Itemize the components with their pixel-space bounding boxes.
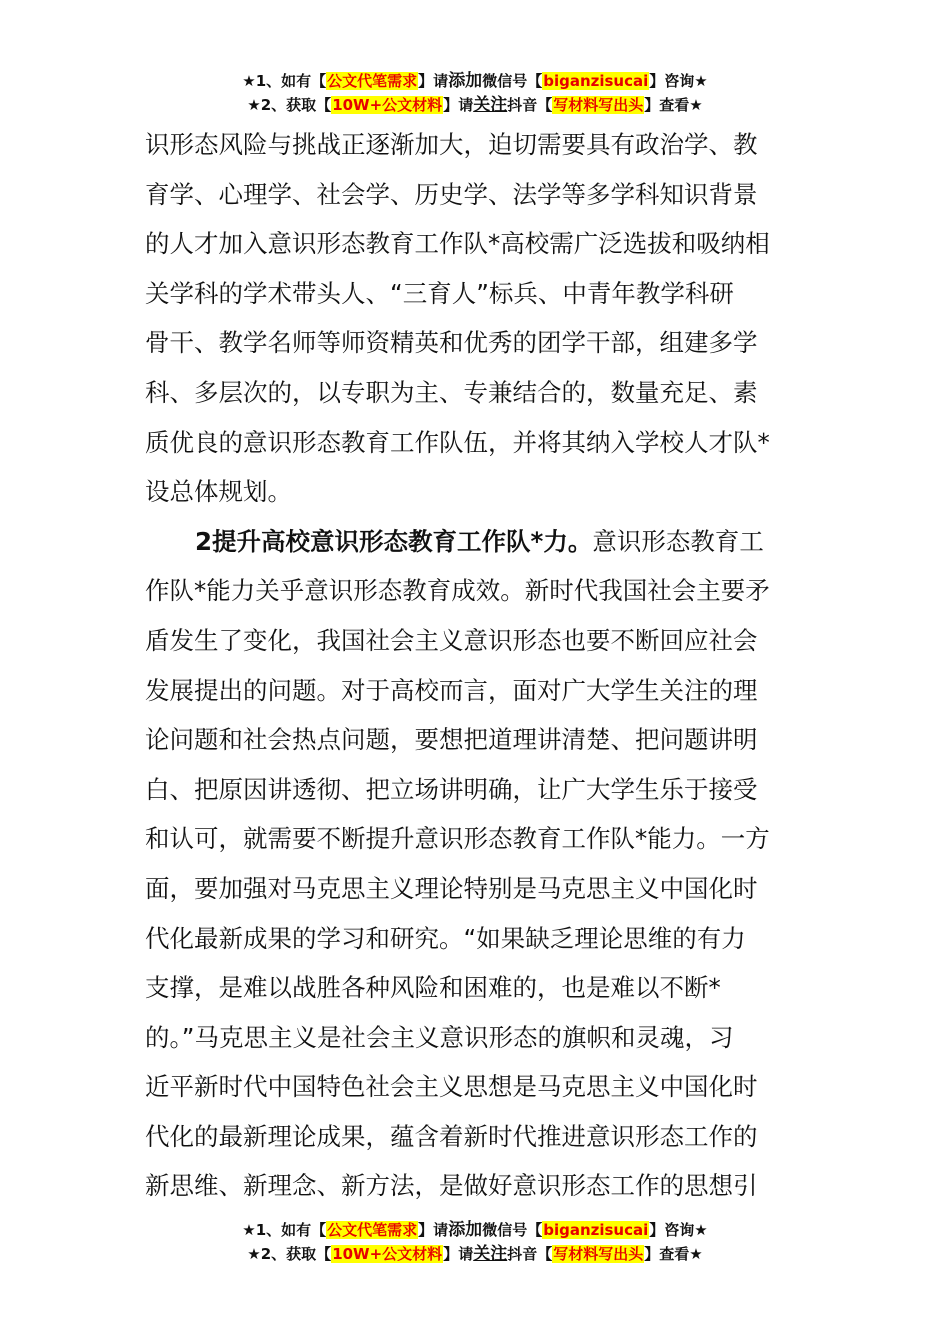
paragraph-line: 白、把原因讲透彻、把立场讲明确，让广大学生乐于接受 xyxy=(145,774,758,804)
paragraph-line: 设总体规划。 xyxy=(145,477,292,507)
footer-banner xyxy=(0,1218,950,1266)
banner-line-2 xyxy=(0,1242,950,1266)
banner-text: ★2、获取【 xyxy=(247,96,332,114)
document-body xyxy=(145,120,805,1211)
paragraph-line: 的。”马克思主义是社会主义意识形态的旗帜和灵魂，习 xyxy=(145,1022,734,1052)
banner-text: ★2、获取【 xyxy=(247,1245,332,1263)
section-heading: 2提升高校意识形态教育工作队*力。 xyxy=(195,526,593,556)
banner-emphasis: 关注 xyxy=(473,1244,508,1264)
banner-emphasis: 添加 xyxy=(448,71,483,91)
highlight-service: 公文代笔需求 xyxy=(327,72,418,90)
paragraph-line: 骨干、教学名师等师资精英和优秀的团学干部，组建多学 xyxy=(145,328,758,358)
paragraph-line: 育学、心理学、社会学、历史学、法学等多学科知识背景 xyxy=(145,179,758,209)
paragraph-line: 的人才加入意识形态教育工作队*高校需广泛选拔和吸纳相 xyxy=(145,229,770,259)
paragraph-line: 面，要加强对马克思主义理论特别是马克思主义中国化时 xyxy=(145,873,758,903)
highlight-service: 公文代笔需求 xyxy=(327,1221,418,1239)
banner-text: 】咨询★ xyxy=(649,72,708,90)
paragraph-line: 关学科的学术带头人、“三育人”标兵、中青年教学科研 xyxy=(145,278,734,308)
paragraph-line: 盾发生了变化，我国社会主义意识形态也要不断回应社会 xyxy=(145,625,758,655)
banner-text: 】请 xyxy=(443,1245,474,1263)
paragraph-line: 科、多层次的，以专职为主、专兼结合的，数量充足、素 xyxy=(145,377,758,407)
paragraph-line: 质优良的意识形态教育工作队伍，并将其纳入学校人才队* xyxy=(145,427,770,457)
paragraph-line: 支撑，是难以战胜各种风险和困难的，也是难以不断* xyxy=(145,973,721,1003)
banner-text: ★1、如有【 xyxy=(242,72,327,90)
banner-text: 抖音【 xyxy=(507,1245,553,1263)
highlight-wechat-id: biganzisucai xyxy=(543,1221,649,1239)
paragraph-line: 作队*能力关乎意识形态教育成效。新时代我国社会主要矛 xyxy=(145,576,770,606)
banner-text: ★1、如有【 xyxy=(242,1221,327,1239)
paragraph-line: 和认可，就需要不断提升意识形态教育工作队*能力。一方 xyxy=(145,824,770,854)
banner-text: 】查看★ xyxy=(644,1245,703,1263)
banner-text: 】查看★ xyxy=(644,96,703,114)
highlight-materials: 10W+公文材料 xyxy=(332,1245,443,1263)
highlight-douyin-id: 写材料写出头 xyxy=(553,96,644,114)
section-heading-line xyxy=(145,517,805,567)
paragraph-text: 意识形态教育工 xyxy=(592,526,764,556)
banner-emphasis: 关注 xyxy=(473,95,508,115)
banner-text: 】请 xyxy=(418,1221,449,1239)
paragraph-line: 代化最新成果的学习和研究。“如果缺乏理论思维的有力 xyxy=(145,923,746,953)
paragraph-line: 近平新时代中国特色社会主义思想是马克思主义中国化时 xyxy=(145,1072,758,1102)
banner-text: 】请 xyxy=(418,72,449,90)
banner-text: 】咨询★ xyxy=(649,1221,708,1239)
highlight-materials: 10W+公文材料 xyxy=(332,96,443,114)
banner-text: 微信号【 xyxy=(482,72,543,90)
header-banner xyxy=(0,69,950,117)
paragraph-line: 新思维、新理念、新方法，是做好意识形态工作的思想引 xyxy=(145,1171,758,1201)
banner-line-1 xyxy=(0,1218,950,1242)
paragraph-line: 论问题和社会热点问题，要想把道理讲清楚、把问题讲明 xyxy=(145,725,758,755)
paragraph-line: 识形态风险与挑战正逐渐加大，迫切需要具有政治学、教 xyxy=(145,130,758,159)
highlight-wechat-id: biganzisucai xyxy=(543,72,649,90)
banner-line-1 xyxy=(0,69,950,93)
banner-text: 】请 xyxy=(443,96,474,114)
highlight-douyin-id: 写材料写出头 xyxy=(553,1245,644,1263)
paragraph-line: 代化的最新理论成果，蕴含着新时代推进意识形态工作的 xyxy=(145,1121,758,1151)
banner-emphasis: 添加 xyxy=(448,1220,483,1240)
paragraph-line: 发展提出的问题。对于高校而言，面对广大学生关注的理 xyxy=(145,675,758,705)
banner-text: 抖音【 xyxy=(507,96,553,114)
banner-line-2 xyxy=(0,93,950,117)
banner-text: 微信号【 xyxy=(482,1221,543,1239)
